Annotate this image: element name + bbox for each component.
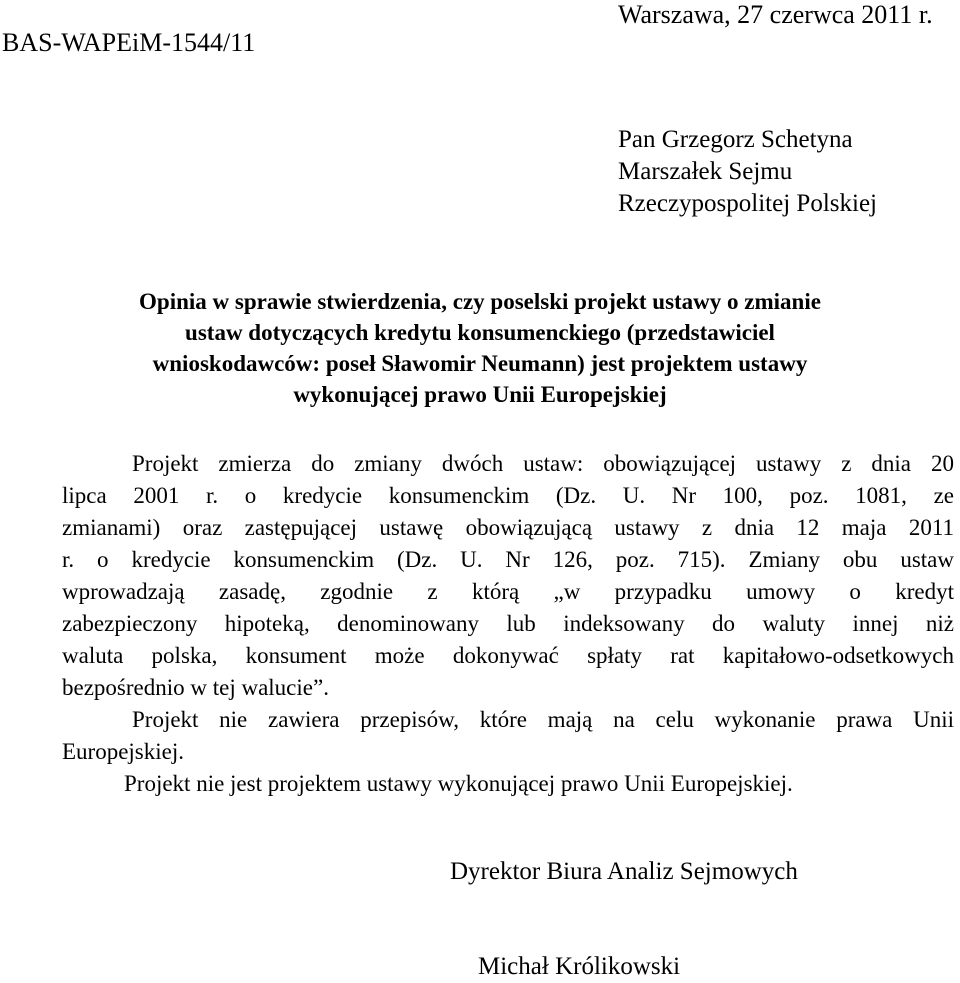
place-and-date: Warszawa, 27 czerwca 2011 r. <box>618 0 933 29</box>
title-line: wnioskodawców: poseł Sławomir Neumann) jest projektem ustawy <box>152 351 808 376</box>
addressee-block <box>618 124 877 220</box>
title-line: ustaw dotyczących kredytu konsumenckiego (przedstawiciel <box>185 320 775 345</box>
body-line: Projekt nie jest projektem ustawy wykonującej prawo Unii Europejskiej. <box>124 771 793 796</box>
title-line: Opinia w sprawie stwierdzenia, czy poselski projekt ustawy o zmianie <box>139 289 821 314</box>
document-reference-number: BAS-WAPEiM-1544/11 <box>2 28 256 57</box>
opinion-title <box>60 286 900 410</box>
body-line: wprowadzają zasadę, zgodnie z którą „w przypadku umowy o kredyt <box>62 579 954 604</box>
body-line: zabezpieczony hipoteką, denominowany lub indeksowany do waluty innej niż <box>62 611 954 636</box>
title-line: wykonującej prawo Unii Europejskiej <box>293 382 667 407</box>
body-line: Projekt nie zawiera przepisów, które mają na celu wykonanie prawa Unii <box>132 707 954 732</box>
paragraph-1 <box>62 448 954 704</box>
addressee-institution: Rzeczypospolitej Polskiej <box>618 190 877 217</box>
addressee-position: Marszałek Sejmu <box>618 158 793 185</box>
body-line: Projekt zmierza do zmiany dwóch ustaw: obowiązującej ustawy z dnia 20 <box>132 451 954 476</box>
body-line: waluta polska, konsument może dokonywać spłaty rat kapitałowo-odsetkowych <box>62 643 954 668</box>
paragraph-3 <box>62 768 954 800</box>
body-line: bezpośrednio w tej walucie”. <box>62 675 329 700</box>
body-line: lipca 2001 r. o kredycie konsumenckim (Dz. U. Nr 100, poz. 1081, ze <box>62 483 954 508</box>
body-line: zmianami) oraz zastępującej ustawę obowiązującą ustawy z dnia 12 maja 2011 <box>62 515 954 540</box>
body-line: r. o kredycie konsumenckim (Dz. U. Nr 126, poz. 715). Zmiany obu ustaw <box>62 547 954 572</box>
body-line: Europejskiej. <box>62 739 184 764</box>
signatory-title: Dyrektor Biura Analiz Sejmowych <box>450 858 798 885</box>
paragraph-2 <box>62 704 954 768</box>
document-body <box>62 448 954 800</box>
addressee-name: Pan Grzegorz Schetyna <box>618 126 853 153</box>
signatory-name: Michał Królikowski <box>478 953 681 980</box>
